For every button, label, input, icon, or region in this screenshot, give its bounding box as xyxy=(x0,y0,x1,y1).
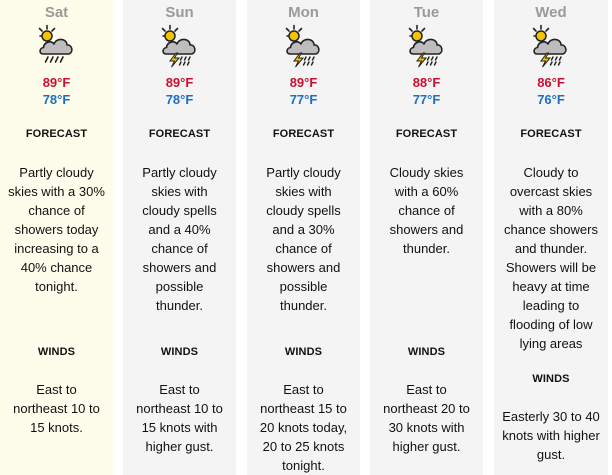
high-temperature: 88°F xyxy=(412,75,441,90)
forecast-heading: FORECAST xyxy=(395,128,458,140)
day-column-mon xyxy=(247,0,360,475)
forecast-heading: FORECAST xyxy=(272,128,335,140)
high-temperature: 89°F xyxy=(42,75,71,90)
partly-cloudy-thunderstorm-icon xyxy=(282,24,326,68)
low-temperature: 77°F xyxy=(289,92,318,107)
winds-heading: WINDS xyxy=(407,346,446,358)
high-temperature: 89°F xyxy=(289,75,318,90)
day-name: Sun xyxy=(165,4,194,21)
high-temperature: 89°F xyxy=(165,75,194,90)
day-name: Tue xyxy=(413,4,440,21)
day-column-wed xyxy=(494,0,608,475)
winds-text: East to northeast 15 to 20 knots today, 20 to 25 knots tonight. xyxy=(259,382,348,473)
high-temperature: 86°F xyxy=(537,75,565,90)
forecast-text: Cloudy to overcast skies with a 80% chance showers and thunder. Showers will be heavy at time leading to flooding of low lying areas xyxy=(504,165,598,351)
low-temperature: 77°F xyxy=(412,92,441,107)
day-name: Wed xyxy=(535,4,567,21)
winds-heading: WINDS xyxy=(284,346,323,358)
partly-cloudy-rain-icon xyxy=(35,24,79,68)
day-column-tue xyxy=(370,0,483,475)
day-column-sun xyxy=(123,0,236,475)
partly-cloudy-thunderstorm-icon xyxy=(529,24,573,68)
forecast-text: Partly cloudy skies with a 30% chance of showers today increasing to a 40% chance tonight. xyxy=(8,165,105,294)
day-name: Sat xyxy=(44,4,69,21)
partly-cloudy-thunderstorm-icon xyxy=(405,24,449,68)
forecast-text: Partly cloudy skies with cloudy spells and a 30% chance of showers and possible thunder. xyxy=(266,165,341,313)
forecast-heading: FORECAST xyxy=(148,128,211,140)
winds-text: East to northeast 10 to 15 knots with higher gust. xyxy=(136,382,223,454)
low-temperature: 76°F xyxy=(537,92,565,107)
winds-text: Easterly 30 to 40 knots with higher gust. xyxy=(502,409,600,462)
low-temperature: 78°F xyxy=(42,92,71,107)
forecast-text: Partly cloudy skies with cloudy spells and a 40% chance of showers and possible thunder. xyxy=(142,165,217,313)
forecast-text: Cloudy skies with a 60% chance of showers and thunder. xyxy=(389,165,464,256)
winds-heading: WINDS xyxy=(532,373,570,385)
winds-heading: WINDS xyxy=(160,346,199,358)
winds-text: East to northeast 10 to 15 knots. xyxy=(13,382,100,435)
day-column-sat xyxy=(0,0,113,475)
forecast-heading: FORECAST xyxy=(25,128,88,140)
low-temperature: 78°F xyxy=(165,92,194,107)
winds-heading: WINDS xyxy=(37,346,76,358)
winds-text: East to northeast 20 to 30 knots with higher gust. xyxy=(383,382,470,454)
partly-cloudy-thunderstorm-icon xyxy=(158,24,202,68)
forecast-heading: FORECAST xyxy=(520,128,582,140)
day-name: Mon xyxy=(288,4,319,21)
